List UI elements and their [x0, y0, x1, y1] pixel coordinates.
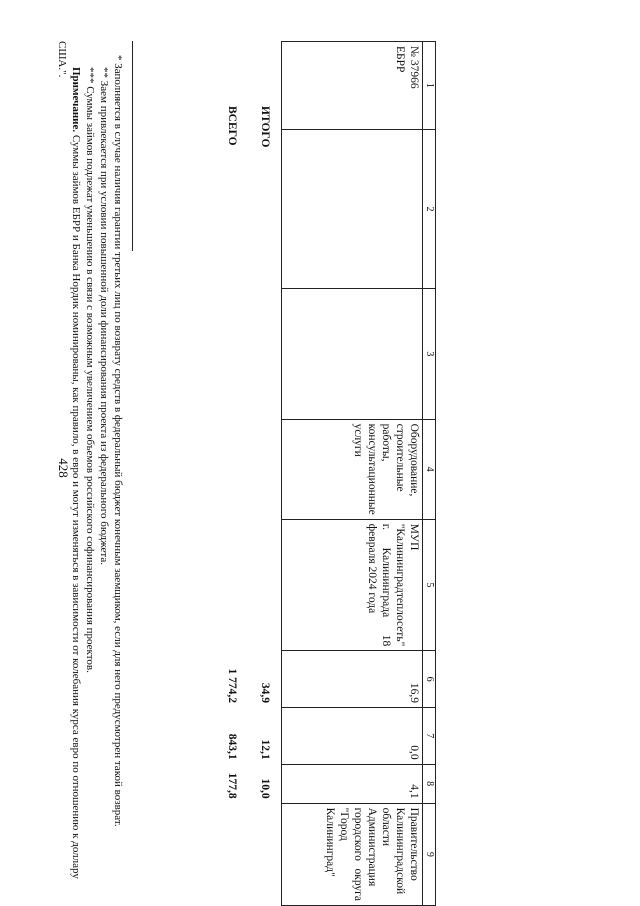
note-paragraph [55, 41, 83, 903]
cell-responsible: Правительство Калининградской области Администрация городского округа "Город Калининград" [282, 803, 423, 905]
cell-col7: 0,0 [282, 707, 423, 764]
table-row [282, 42, 423, 906]
col-number-8: 8 [423, 764, 436, 803]
loans-table [215, 41, 436, 906]
rotated-page-content [56, 41, 436, 906]
vsego-col7: 843,1 [226, 733, 238, 760]
col-number-3: 3 [423, 289, 436, 419]
itogo-label: ИТОГО [259, 106, 271, 148]
vsego-label: ВСЕГО [226, 106, 238, 146]
footnotes [55, 41, 125, 903]
itogo-col8: 10,0 [259, 778, 271, 799]
itogo-col7: 12,1 [259, 739, 271, 760]
footnote-1: * Заполняется в случае наличия гарантии третьих лиц по возврату средств в федеральный бюджет конечным заемщиком, если для него предусмотрен такой возврат. [112, 55, 124, 827]
vsego-col8: 177,8 [226, 772, 238, 799]
note-label: Примечание. [70, 67, 82, 133]
vsego-col9 [216, 803, 249, 905]
vsego-row [216, 42, 249, 906]
column-number-row [423, 42, 436, 906]
cell-col3 [282, 289, 423, 419]
col-number-9: 9 [423, 803, 436, 905]
cell-executor: МУП "Калининградтеплосеть" г. Калининграда 18 февраля 2024 года [282, 519, 423, 651]
cell-col2 [282, 129, 423, 288]
footnote-3: *** Суммы займов подлежат уменьшению в связи с возможным увеличением объемов российского софинансирования проектов. [84, 67, 96, 673]
itogo-col6: 34,9 [259, 682, 271, 703]
footnote-2: ** Заем привлекается при условии повышенной доли финансирования проекта из федерального бюджета. [98, 67, 110, 566]
col-number-5: 5 [423, 519, 436, 651]
col-number-7: 7 [423, 707, 436, 764]
cell-col8: 4,1 [282, 764, 423, 803]
footnote-separator [132, 41, 133, 251]
vsego-col6: 1 774,2 [226, 668, 238, 703]
cell-col6: 16,9 [282, 651, 423, 708]
cell-goods: Оборудование, строительные работы, консультационные услуги [282, 419, 423, 519]
page-number: 428 [56, 458, 71, 478]
col-number-2: 2 [423, 129, 436, 288]
itogo-row [249, 42, 282, 906]
col-number-4: 4 [423, 419, 436, 519]
itogo-col9 [249, 803, 282, 905]
note-text: Суммы займов ЕБРР и Банка Нордик номинированы, как правило, в евро и могут изменяться в зависимости от колебания курса евро по отношению к доллару США.". [56, 41, 82, 879]
col-number-1: 1 [423, 42, 436, 130]
cell-project: № 37966 ЕБРР [282, 42, 423, 130]
col-number-6: 6 [423, 651, 436, 708]
